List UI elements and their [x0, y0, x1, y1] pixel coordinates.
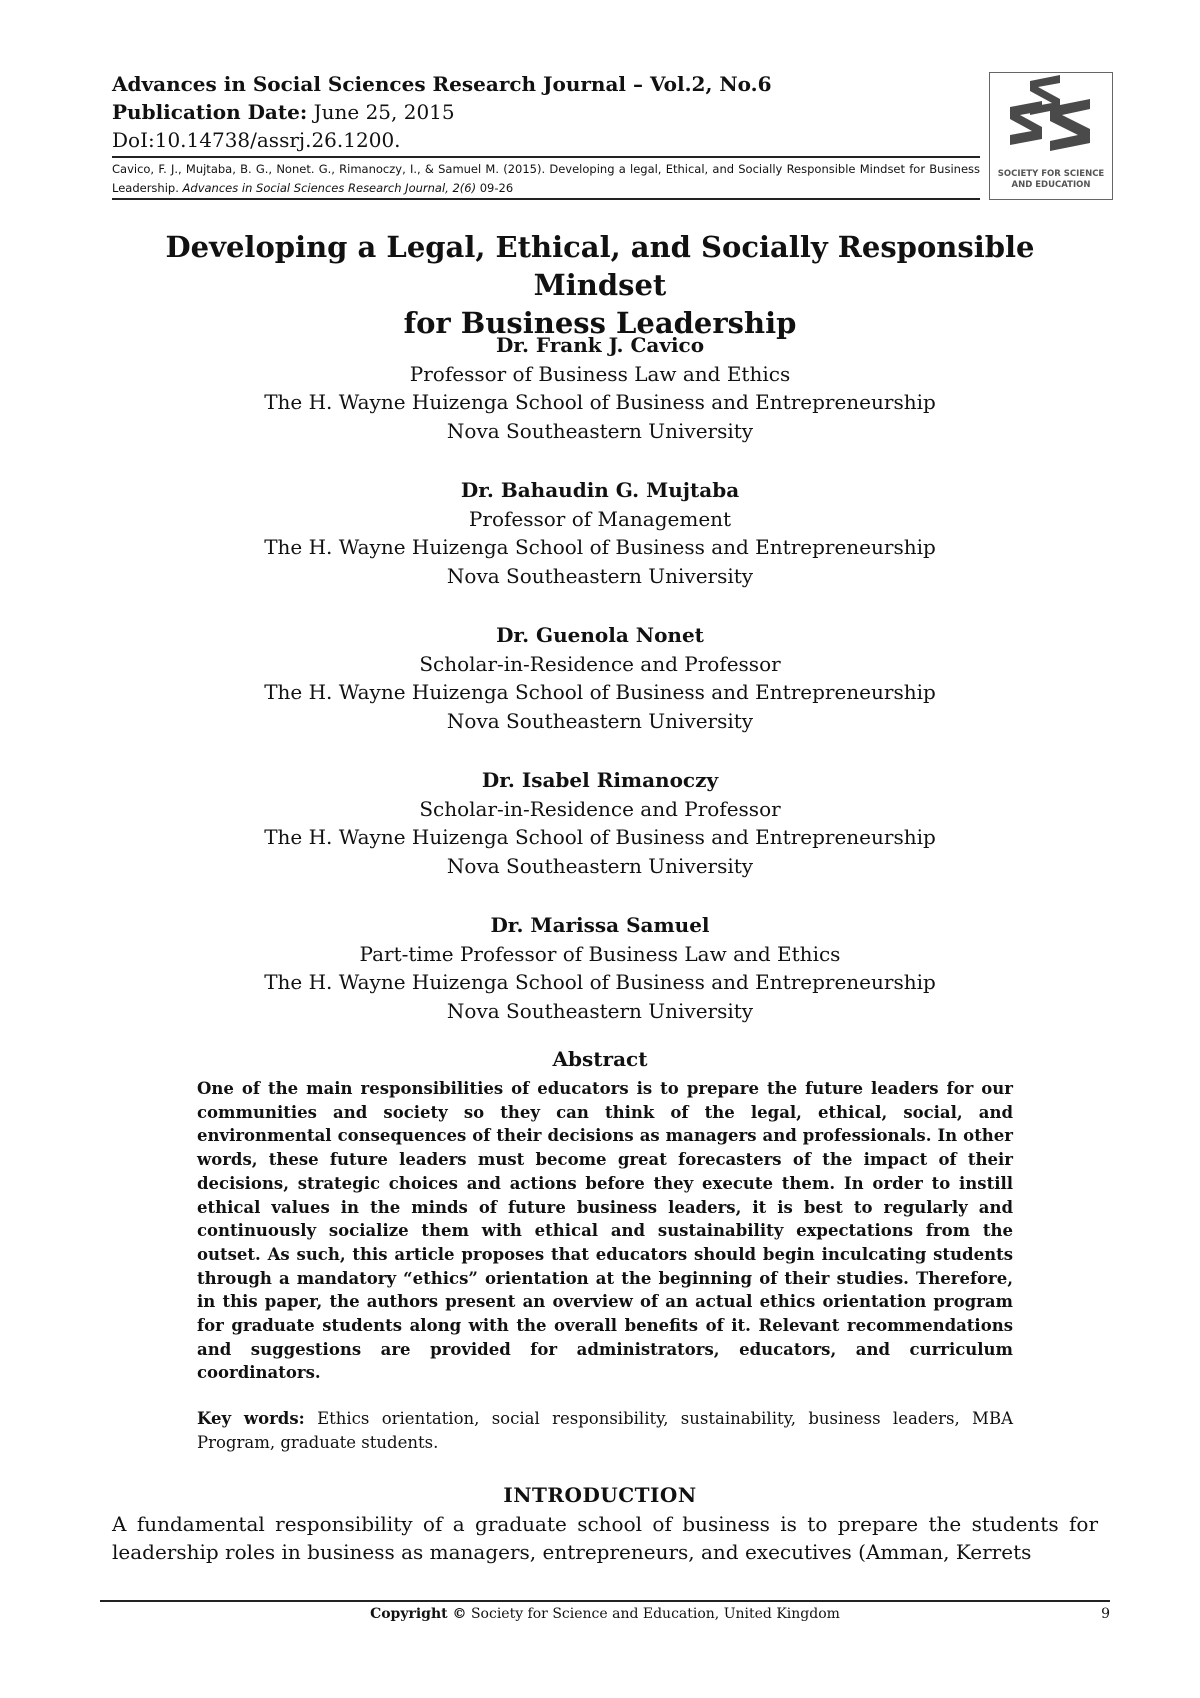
author-university: Nova Southeastern University [446, 998, 754, 1023]
author-block [100, 911, 1100, 1025]
author-name: Dr. Marissa Samuel [490, 913, 710, 937]
journal-title: Advances in Social Sciences Research Journal – Vol.2, No.6 [112, 72, 772, 96]
author-role: Professor of Management [468, 506, 732, 531]
author-university: Nova Southeastern University [446, 708, 754, 733]
author-role: Scholar-in-Residence and Professor [419, 796, 781, 821]
author-school: The H. Wayne Huizenga School of Business and Entrepreneurship [264, 825, 936, 849]
author-block [100, 621, 1100, 735]
author-name: Dr. Bahaudin G. Mujtaba [460, 478, 740, 502]
copyright-text: Society for Science and Education, United Kingdom [470, 1606, 840, 1622]
header-top-rule [112, 156, 980, 158]
doi-label: DoI: [112, 128, 155, 152]
publication-date-value: June 25, 2015 [313, 100, 455, 124]
author-block [100, 766, 1100, 880]
author-block [100, 476, 1100, 590]
keywords-label: Key words: [197, 1409, 305, 1428]
author-role: Scholar-in-Residence and Professor [419, 651, 781, 676]
author-block [100, 331, 1100, 445]
paper-title-line1: Developing a Legal, Ethical, and Socially Responsible Mindset [165, 230, 1035, 302]
footer-copyright [100, 1604, 1110, 1624]
author-name: Dr. Isabel Rimanoczy [481, 768, 719, 792]
author-name: Dr. Guenola Nonet [496, 623, 704, 647]
doi [112, 126, 980, 154]
doi-value[interactable]: 10.14738/assrj.26.1200. [154, 128, 401, 152]
publication-date-label: Publication Date: [112, 100, 308, 124]
logo-caption-line1: SOCIETY FOR SCIENCE [997, 169, 1105, 179]
introduction-paragraph: A fundamental responsibility of a graduate school of business is to prepare the students for leadership roles in business as managers, entrepreneurs, and executives (Amman, Kerrets [112, 1512, 1098, 1564]
footer-rule [100, 1600, 1110, 1602]
author-school: The H. Wayne Huizenga School of Business and Entrepreneurship [264, 390, 936, 414]
logo-caption [990, 169, 1112, 191]
author-university: Nova Southeastern University [446, 853, 754, 878]
citation [112, 160, 980, 198]
sse-logo-mark [990, 73, 1112, 169]
abstract-heading: Abstract [552, 1047, 648, 1071]
citation-main: Cavico, F. J., Mujtaba, B. G., Nonet. G., Rimanoczy, I., & Samuel M. (2015). Developing a legal, Ethical, and Socially Responsible Mindset for Business Leadership. [112, 162, 980, 195]
keywords [197, 1407, 1013, 1454]
copyright-label: Copyright © [370, 1606, 467, 1622]
author-name: Dr. Frank J. Cavico [495, 333, 705, 357]
citation-pages: 09-26 [479, 181, 514, 195]
citation-journal: Advances in Social Sciences Research Journal, 2(6) [182, 181, 477, 195]
abstract-body: One of the main responsibilities of educators is to prepare the future leaders for our communities and society so they can think of the legal, ethical, social, and environmental consequences of their decisions as managers and professionals. In other words, these future leaders must become great forecasters of the impact of their decisions, strategic choices and actions before they execute them. In order to instill ethical values in the minds of future business leaders, it is best to regularly and continuously socialize them with ethical and sustainability expectations from the outset. As such, this article proposes that educators should begin inculcating students through a mandatory “ethics” orientation at the beginning of their studies. Therefore, in this paper, the authors present an overview of an actual ethics orientation program for graduate students along with the overall benefits of it. Relevant recommendations and suggestions are provided for administrators, educators, and curriculum coordinators. [197, 1079, 1013, 1383]
author-school: The H. Wayne Huizenga School of Business and Entrepreneurship [264, 680, 936, 704]
page-number: 9 [1101, 1606, 1110, 1622]
author-university: Nova Southeastern University [446, 563, 754, 588]
author-school: The H. Wayne Huizenga School of Business and Entrepreneurship [264, 535, 936, 559]
introduction-heading: INTRODUCTION [503, 1483, 697, 1507]
paper-title-line2: for Business Leadership [403, 306, 797, 340]
author-university: Nova Southeastern University [446, 418, 754, 443]
logo-caption-line2: AND EDUCATION [1011, 180, 1091, 190]
author-school: The H. Wayne Huizenga School of Business and Entrepreneurship [264, 970, 936, 994]
publication-date [112, 98, 980, 126]
paper-title [100, 228, 1100, 342]
header-bottom-rule [112, 198, 980, 200]
author-list [100, 331, 1100, 1056]
keywords-text: Ethics orientation, social responsibility, sustainability, business leaders, MBA Program, graduate students. [197, 1409, 1013, 1452]
journal-header [112, 70, 980, 154]
author-role: Professor of Business Law and Ethics [409, 361, 791, 386]
society-logo [989, 72, 1113, 200]
author-role: Part-time Professor of Business Law and Ethics [359, 941, 841, 966]
